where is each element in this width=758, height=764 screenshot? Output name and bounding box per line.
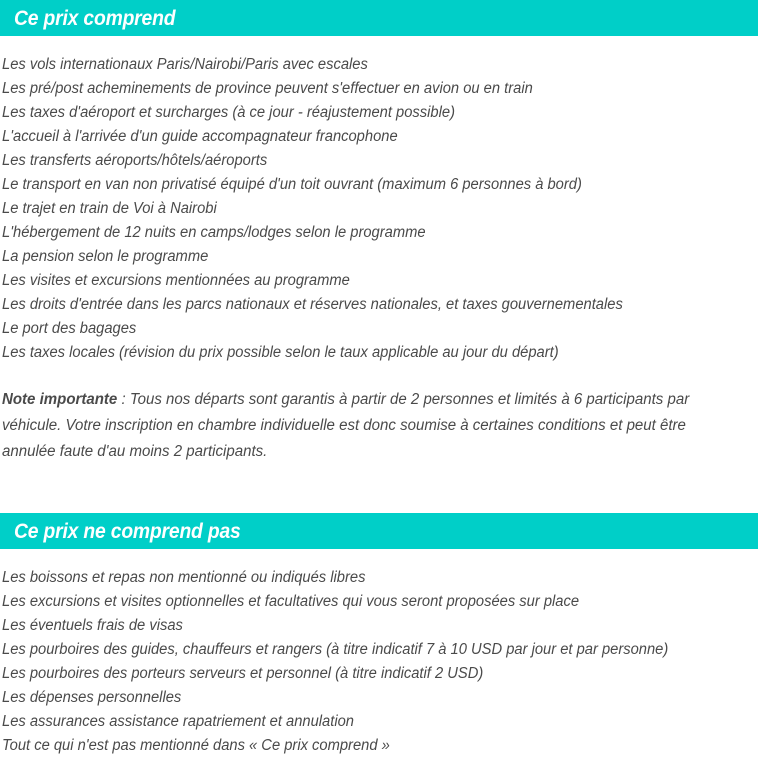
- section-not-included: [0, 513, 758, 758]
- list-item: Le port des bagages: [2, 320, 137, 337]
- included-items-list: [2, 53, 756, 365]
- list-item: Les taxes locales (révision du prix possible selon le taux applicable au jour du départ): [2, 344, 559, 361]
- list-item: La pension selon le programme: [2, 248, 209, 265]
- list-item: Tout ce qui n'est pas mentionné dans « Ce prix comprend »: [2, 737, 390, 754]
- list-item: Les éventuels frais de visas: [2, 617, 183, 634]
- list-item: Les boissons et repas non mentionné ou indiqués libres: [2, 569, 366, 586]
- list-item: Les pré/post acheminements de province peuvent s'effectuer en avion ou en train: [2, 80, 533, 97]
- section-title-included: Ce prix comprend: [14, 6, 176, 30]
- list-item: Les taxes d'aéroport et surcharges (à ce jour - réajustement possible): [2, 104, 455, 121]
- list-item: Les dépenses personnelles: [2, 689, 182, 706]
- list-item: Les vols internationaux Paris/Nairobi/Paris avec escales: [2, 56, 368, 73]
- important-note: [2, 387, 733, 465]
- important-note-label: Note importante: [2, 391, 118, 408]
- list-item: Les visites et excursions mentionnées au programme: [2, 272, 350, 289]
- list-item: L'hébergement de 12 nuits en camps/lodges selon le programme: [2, 224, 426, 241]
- section-body-included: [0, 53, 758, 465]
- list-item: Les transferts aéroports/hôtels/aéroports: [2, 152, 268, 169]
- section-header-not-included: [0, 513, 758, 549]
- spacer: [0, 36, 758, 53]
- list-item: Les pourboires des porteurs serveurs et personnel (à titre indicatif 2 USD): [2, 665, 484, 682]
- list-item: Les assurances assistance rapatriement et annulation: [2, 713, 354, 730]
- section-header-included: [0, 0, 758, 36]
- section-body-not-included: [0, 566, 758, 758]
- list-item: L'accueil à l'arrivée d'un guide accompagnateur francophone: [2, 128, 398, 145]
- important-note-text: Tous nos départs sont garantis à partir de 2 personnes et limités à 6 participants par véhicule. Votre inscription en chambre individuelle est donc soumise à certaines conditions et peut être annulée faute d'au moins 2 participants.: [2, 391, 690, 460]
- spacer: [0, 549, 758, 566]
- important-note-separator: :: [117, 391, 130, 408]
- list-item: Les droits d'entrée dans les parcs nationaux et réserves nationales, et taxes gouvernementales: [2, 296, 623, 313]
- spacer: [2, 365, 756, 387]
- list-item: Le transport en van non privatisé équipé d'un toit ouvrant (maximum 6 personnes à bord): [2, 176, 582, 193]
- list-item: Les pourboires des guides, chauffeurs et rangers (à titre indicatif 7 à 10 USD par jour et par personne): [2, 641, 669, 658]
- section-title-not-included: Ce prix ne comprend pas: [14, 519, 241, 543]
- not-included-items-list: [2, 566, 756, 758]
- list-item: Le trajet en train de Voi à Nairobi: [2, 200, 217, 217]
- spacer: [0, 465, 758, 513]
- list-item: Les excursions et visites optionnelles et facultatives qui vous seront proposées sur place: [2, 593, 580, 610]
